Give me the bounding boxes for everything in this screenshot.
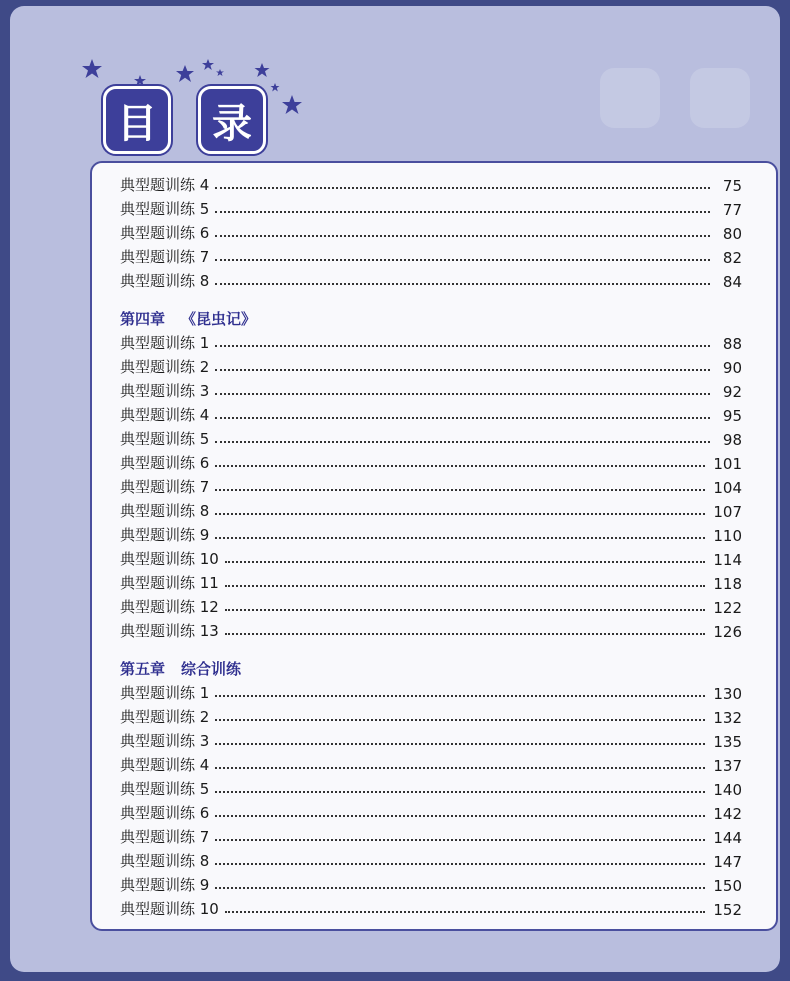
chapter-heading-4[interactable] <box>120 305 742 329</box>
toc-entry-page: 101 <box>713 455 742 473</box>
leader-dots <box>215 839 705 841</box>
chapter-title: 《昆虫记》 <box>181 310 257 328</box>
toc-entry-label: 典型题训练 8 <box>120 852 210 870</box>
toc-entry-label: 典型题训练 9 <box>120 876 210 894</box>
toc-entry[interactable] <box>120 473 742 497</box>
toc-entry[interactable] <box>120 171 742 195</box>
leader-dots <box>215 815 705 817</box>
title-char-mu: 目 <box>103 86 171 154</box>
toc-entry[interactable] <box>120 871 742 895</box>
star-icon <box>134 75 146 86</box>
toc-entry-page: 95 <box>722 407 742 425</box>
toc-entry-page: 82 <box>722 249 742 267</box>
toc-entry-page: 130 <box>713 685 742 703</box>
toc-entry-page: 75 <box>722 177 742 195</box>
toc-entry-page: 92 <box>722 383 742 401</box>
leader-dots <box>225 561 706 563</box>
leader-dots <box>215 465 705 467</box>
toc-entry[interactable] <box>120 377 742 401</box>
toc-entry-label: 典型题训练 10 <box>120 900 219 918</box>
star-icon <box>176 65 194 82</box>
toc-entry[interactable] <box>120 425 742 449</box>
toc-panel <box>90 161 778 931</box>
toc-entry-label: 典型题训练 4 <box>120 176 210 194</box>
leader-dots <box>215 187 710 189</box>
toc-entry-page: 132 <box>713 709 742 727</box>
toc-entry-label: 典型题训练 3 <box>120 732 210 750</box>
toc-entry-page: 77 <box>722 201 742 219</box>
toc-entry-label: 典型题训练 6 <box>120 804 210 822</box>
toc-entry-page: 90 <box>722 359 742 377</box>
toc-entry-label: 典型题训练 6 <box>120 454 210 472</box>
leader-dots <box>215 719 705 721</box>
toc-entry-page: 84 <box>722 273 742 291</box>
toc-entry-page: 104 <box>713 479 742 497</box>
toc-entry-page: 98 <box>722 431 742 449</box>
ghost-badge-right <box>690 68 750 128</box>
leader-dots <box>215 887 705 889</box>
toc-entry-page: 122 <box>713 599 742 617</box>
toc-entry-label: 典型题训练 4 <box>120 756 210 774</box>
star-icon <box>282 95 302 114</box>
toc-entry-label: 典型题训练 8 <box>120 502 210 520</box>
star-icon <box>202 59 214 70</box>
leader-dots <box>215 259 710 261</box>
star-icon <box>216 69 224 76</box>
toc-entry-label: 典型题训练 6 <box>120 224 210 242</box>
leader-dots <box>215 211 710 213</box>
toc-entry-label: 典型题训练 4 <box>120 406 210 424</box>
star-icon <box>255 63 270 77</box>
toc-entry[interactable] <box>120 727 742 751</box>
chapter-heading-5[interactable] <box>120 655 742 679</box>
toc-entry[interactable] <box>120 219 742 243</box>
title-char-lu: 录 <box>198 86 266 154</box>
leader-dots <box>215 345 710 347</box>
leader-dots <box>215 767 705 769</box>
leader-dots <box>225 911 706 913</box>
toc-entry-page: 140 <box>713 781 742 799</box>
toc-entry-label: 典型题训练 2 <box>120 708 210 726</box>
toc-entry-label: 典型题训练 3 <box>120 382 210 400</box>
toc-entry-page: 147 <box>713 853 742 871</box>
toc-entry[interactable] <box>120 545 742 569</box>
toc-entry-label: 典型题训练 11 <box>120 574 219 592</box>
leader-dots <box>225 609 706 611</box>
star-icon <box>82 59 102 78</box>
leader-dots <box>215 441 710 443</box>
toc-entry[interactable] <box>120 895 742 919</box>
toc-entry-label: 典型题训练 7 <box>120 478 210 496</box>
toc-entry[interactable] <box>120 267 742 291</box>
toc-entry-label: 典型题训练 7 <box>120 828 210 846</box>
star-icon <box>271 83 280 92</box>
toc-entry-label: 典型题训练 10 <box>120 550 219 568</box>
toc-entry[interactable] <box>120 329 742 353</box>
toc-entry[interactable] <box>120 703 742 727</box>
toc-entry-page: 150 <box>713 877 742 895</box>
toc-entry[interactable] <box>120 617 742 641</box>
toc-entry-page: 144 <box>713 829 742 847</box>
toc-entry-label: 典型题训练 5 <box>120 430 210 448</box>
chapter-number: 第五章 <box>120 660 166 678</box>
leader-dots <box>215 369 710 371</box>
toc-entry-label: 典型题训练 9 <box>120 526 210 544</box>
leader-dots <box>215 393 710 395</box>
chapter-title: 综合训练 <box>181 660 242 678</box>
toc-entry-page: 114 <box>713 551 742 569</box>
toc-entry[interactable] <box>120 799 742 823</box>
toc-entry-page: 137 <box>713 757 742 775</box>
toc-entry[interactable] <box>120 401 742 425</box>
leader-dots <box>215 489 705 491</box>
toc-entry-label: 典型题训练 5 <box>120 200 210 218</box>
toc-entry[interactable] <box>120 195 742 219</box>
leader-dots <box>215 695 705 697</box>
toc-entry-page: 107 <box>713 503 742 521</box>
toc-entry[interactable] <box>120 775 742 799</box>
leader-dots <box>215 283 710 285</box>
toc-entry-page: 142 <box>713 805 742 823</box>
toc-entry-page: 152 <box>713 901 742 919</box>
toc-entry-page: 126 <box>713 623 742 641</box>
toc-entry[interactable] <box>120 521 742 545</box>
toc-entry-page: 88 <box>722 335 742 353</box>
leader-dots <box>215 743 705 745</box>
toc-entry[interactable] <box>120 679 742 703</box>
toc-entry-label: 典型题训练 13 <box>120 622 219 640</box>
toc-entry[interactable] <box>120 353 742 377</box>
toc-entry-label: 典型题训练 12 <box>120 598 219 616</box>
toc-entry-label: 典型题训练 1 <box>120 334 210 352</box>
leader-dots <box>215 513 705 515</box>
chapter-number: 第四章 <box>120 310 166 328</box>
toc-entry[interactable] <box>120 593 742 617</box>
toc-entry-label: 典型题训练 2 <box>120 358 210 376</box>
toc-entry-label: 典型题训练 1 <box>120 684 210 702</box>
toc-entry[interactable] <box>120 497 742 521</box>
toc-entry[interactable] <box>120 569 742 593</box>
toc-list <box>120 171 742 919</box>
leader-dots <box>225 633 706 635</box>
toc-entry-page: 135 <box>713 733 742 751</box>
toc-entry[interactable] <box>120 449 742 473</box>
toc-entry[interactable] <box>120 847 742 871</box>
ghost-badge-left <box>600 68 660 128</box>
toc-entry-page: 118 <box>713 575 742 593</box>
leader-dots <box>215 537 705 539</box>
toc-entry[interactable] <box>120 751 742 775</box>
toc-entry[interactable] <box>120 243 742 267</box>
toc-entry-page: 80 <box>722 225 742 243</box>
leader-dots <box>215 863 705 865</box>
toc-entry[interactable] <box>120 823 742 847</box>
toc-entry-page: 110 <box>713 527 742 545</box>
leader-dots <box>225 585 706 587</box>
toc-entry-label: 典型题训练 8 <box>120 272 210 290</box>
leader-dots <box>215 417 710 419</box>
toc-entry-label: 典型题训练 7 <box>120 248 210 266</box>
leader-dots <box>215 235 710 237</box>
leader-dots <box>215 791 705 793</box>
toc-entry-label: 典型题训练 5 <box>120 780 210 798</box>
